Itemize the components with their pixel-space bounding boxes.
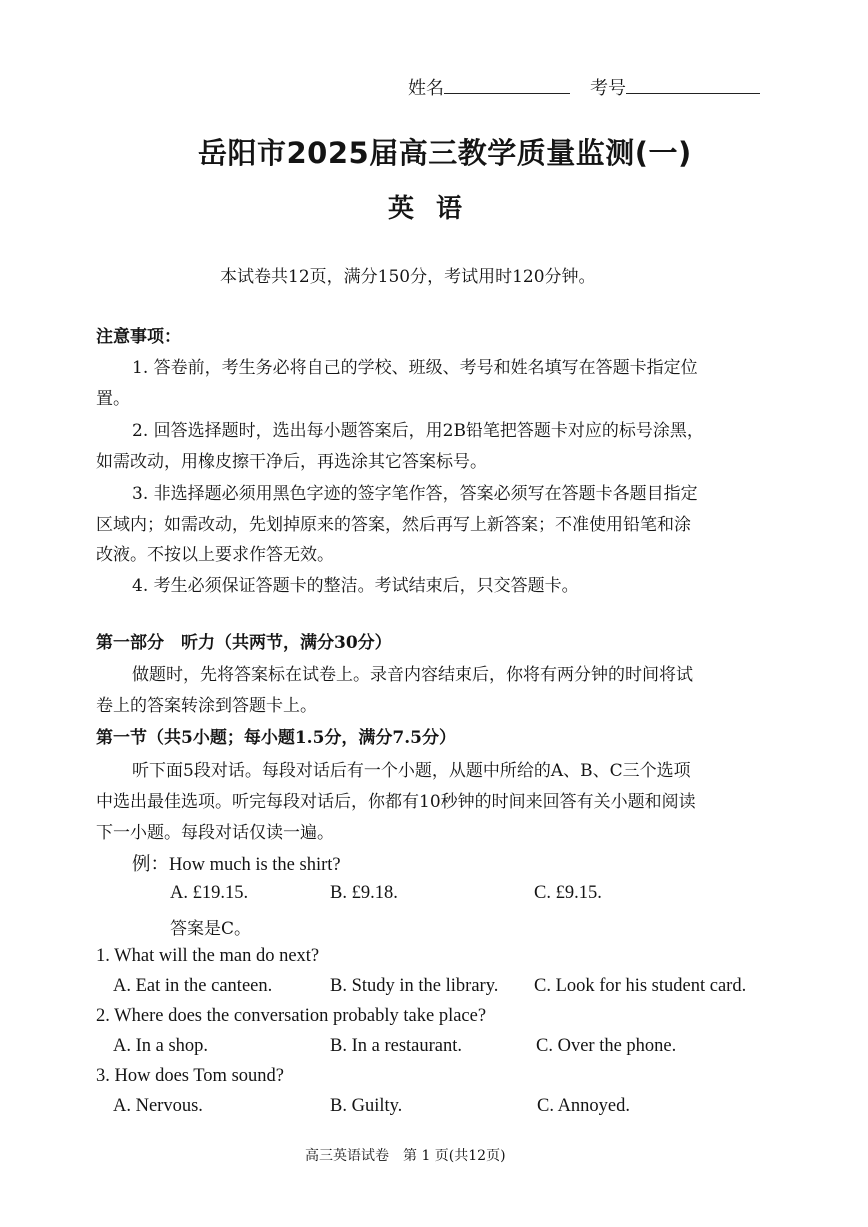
example-question: 例：How much is the shirt? (132, 855, 341, 875)
name-blank (444, 77, 570, 94)
section1-intro: 听下面5段对话。每段对话后有一个小题，从题中所给的A、B、C三个选项 (132, 761, 691, 781)
page-footer: 高三英语试卷 第 1 页(共12页) (305, 1148, 506, 1164)
q2-option-c: C. Over the phone. (536, 1036, 677, 1056)
note-item: 置。 (96, 389, 130, 409)
section1-intro: 下一小题。每段对话仅读一遍。 (96, 823, 334, 843)
q2-option-a: A. In a shop. (113, 1036, 209, 1056)
header-fields (408, 74, 760, 100)
exam-info: 本试卷共12页，满分150分，考试用时120分钟。 (220, 267, 596, 287)
note-item: 改液。不按以上要求作答无效。 (96, 545, 334, 565)
q1-option-b: B. Study in the library. (330, 976, 499, 996)
note-item: 区域内；如需改动，先划掉原来的答案，然后再写上新答案；不准使用铅笔和涂 (96, 515, 691, 535)
subject-title: 英语 (388, 194, 485, 224)
part1-heading: 第一部分 听力（共两节，满分30分） (96, 633, 392, 653)
part1-intro: 做题时，先将答案标在试卷上。录音内容结束后，你将有两分钟的时间将试 (132, 665, 693, 685)
q3-option-a: A. Nervous. (113, 1096, 203, 1116)
example-option-b: B. £9.18. (330, 883, 398, 903)
section1-heading: 第一节（共5小题；每小题1.5分，满分7.5分） (96, 728, 456, 748)
q3-option-b: B. Guilty. (330, 1096, 403, 1116)
name-label: 姓名 (408, 78, 444, 99)
note-item: 2. 回答选择题时，选出每小题答案后，用2B铅笔把答题卡对应的标号涂黑， (132, 421, 704, 441)
id-blank (626, 77, 760, 94)
note-item: 3. 非选择题必须用黑色字迹的签字笔作答，答案必须写在答题卡各题目指定 (132, 484, 698, 504)
note-item: 1. 答卷前，考生务必将自己的学校、班级、考号和姓名填写在答题卡指定位 (132, 358, 698, 378)
q3-option-c: C. Annoyed. (537, 1096, 631, 1116)
example-answer: 答案是C。 (170, 919, 252, 939)
id-label: 考号 (590, 78, 626, 99)
notes-heading: 注意事项： (96, 327, 181, 347)
question-1: 1. What will the man do next? (96, 946, 320, 966)
question-2: 2. Where does the conversation probably take place? (96, 1006, 487, 1026)
q1-option-a: A. Eat in the canteen. (113, 976, 273, 996)
part1-intro: 卷上的答案转涂到答题卡上。 (96, 696, 317, 716)
example-option-a: A. £19.15. (170, 883, 249, 903)
q1-option-c: C. Look for his student card. (534, 976, 747, 996)
section1-intro: 中选出最佳选项。听完每段对话后，你都有10秒钟的时间来回答有关小题和阅读 (96, 792, 696, 812)
question-3: 3. How does Tom sound? (96, 1066, 284, 1086)
note-item: 如需改动，用橡皮擦干净后，再选涂其它答案标号。 (96, 452, 487, 472)
note-item: 4. 考生必须保证答题卡的整洁。考试结束后，只交答题卡。 (132, 576, 579, 596)
q2-option-b: B. In a restaurant. (330, 1036, 463, 1056)
example-option-c: C. £9.15. (534, 883, 602, 903)
exam-title: 岳阳市2025届高三教学质量监测(一) (198, 136, 692, 170)
